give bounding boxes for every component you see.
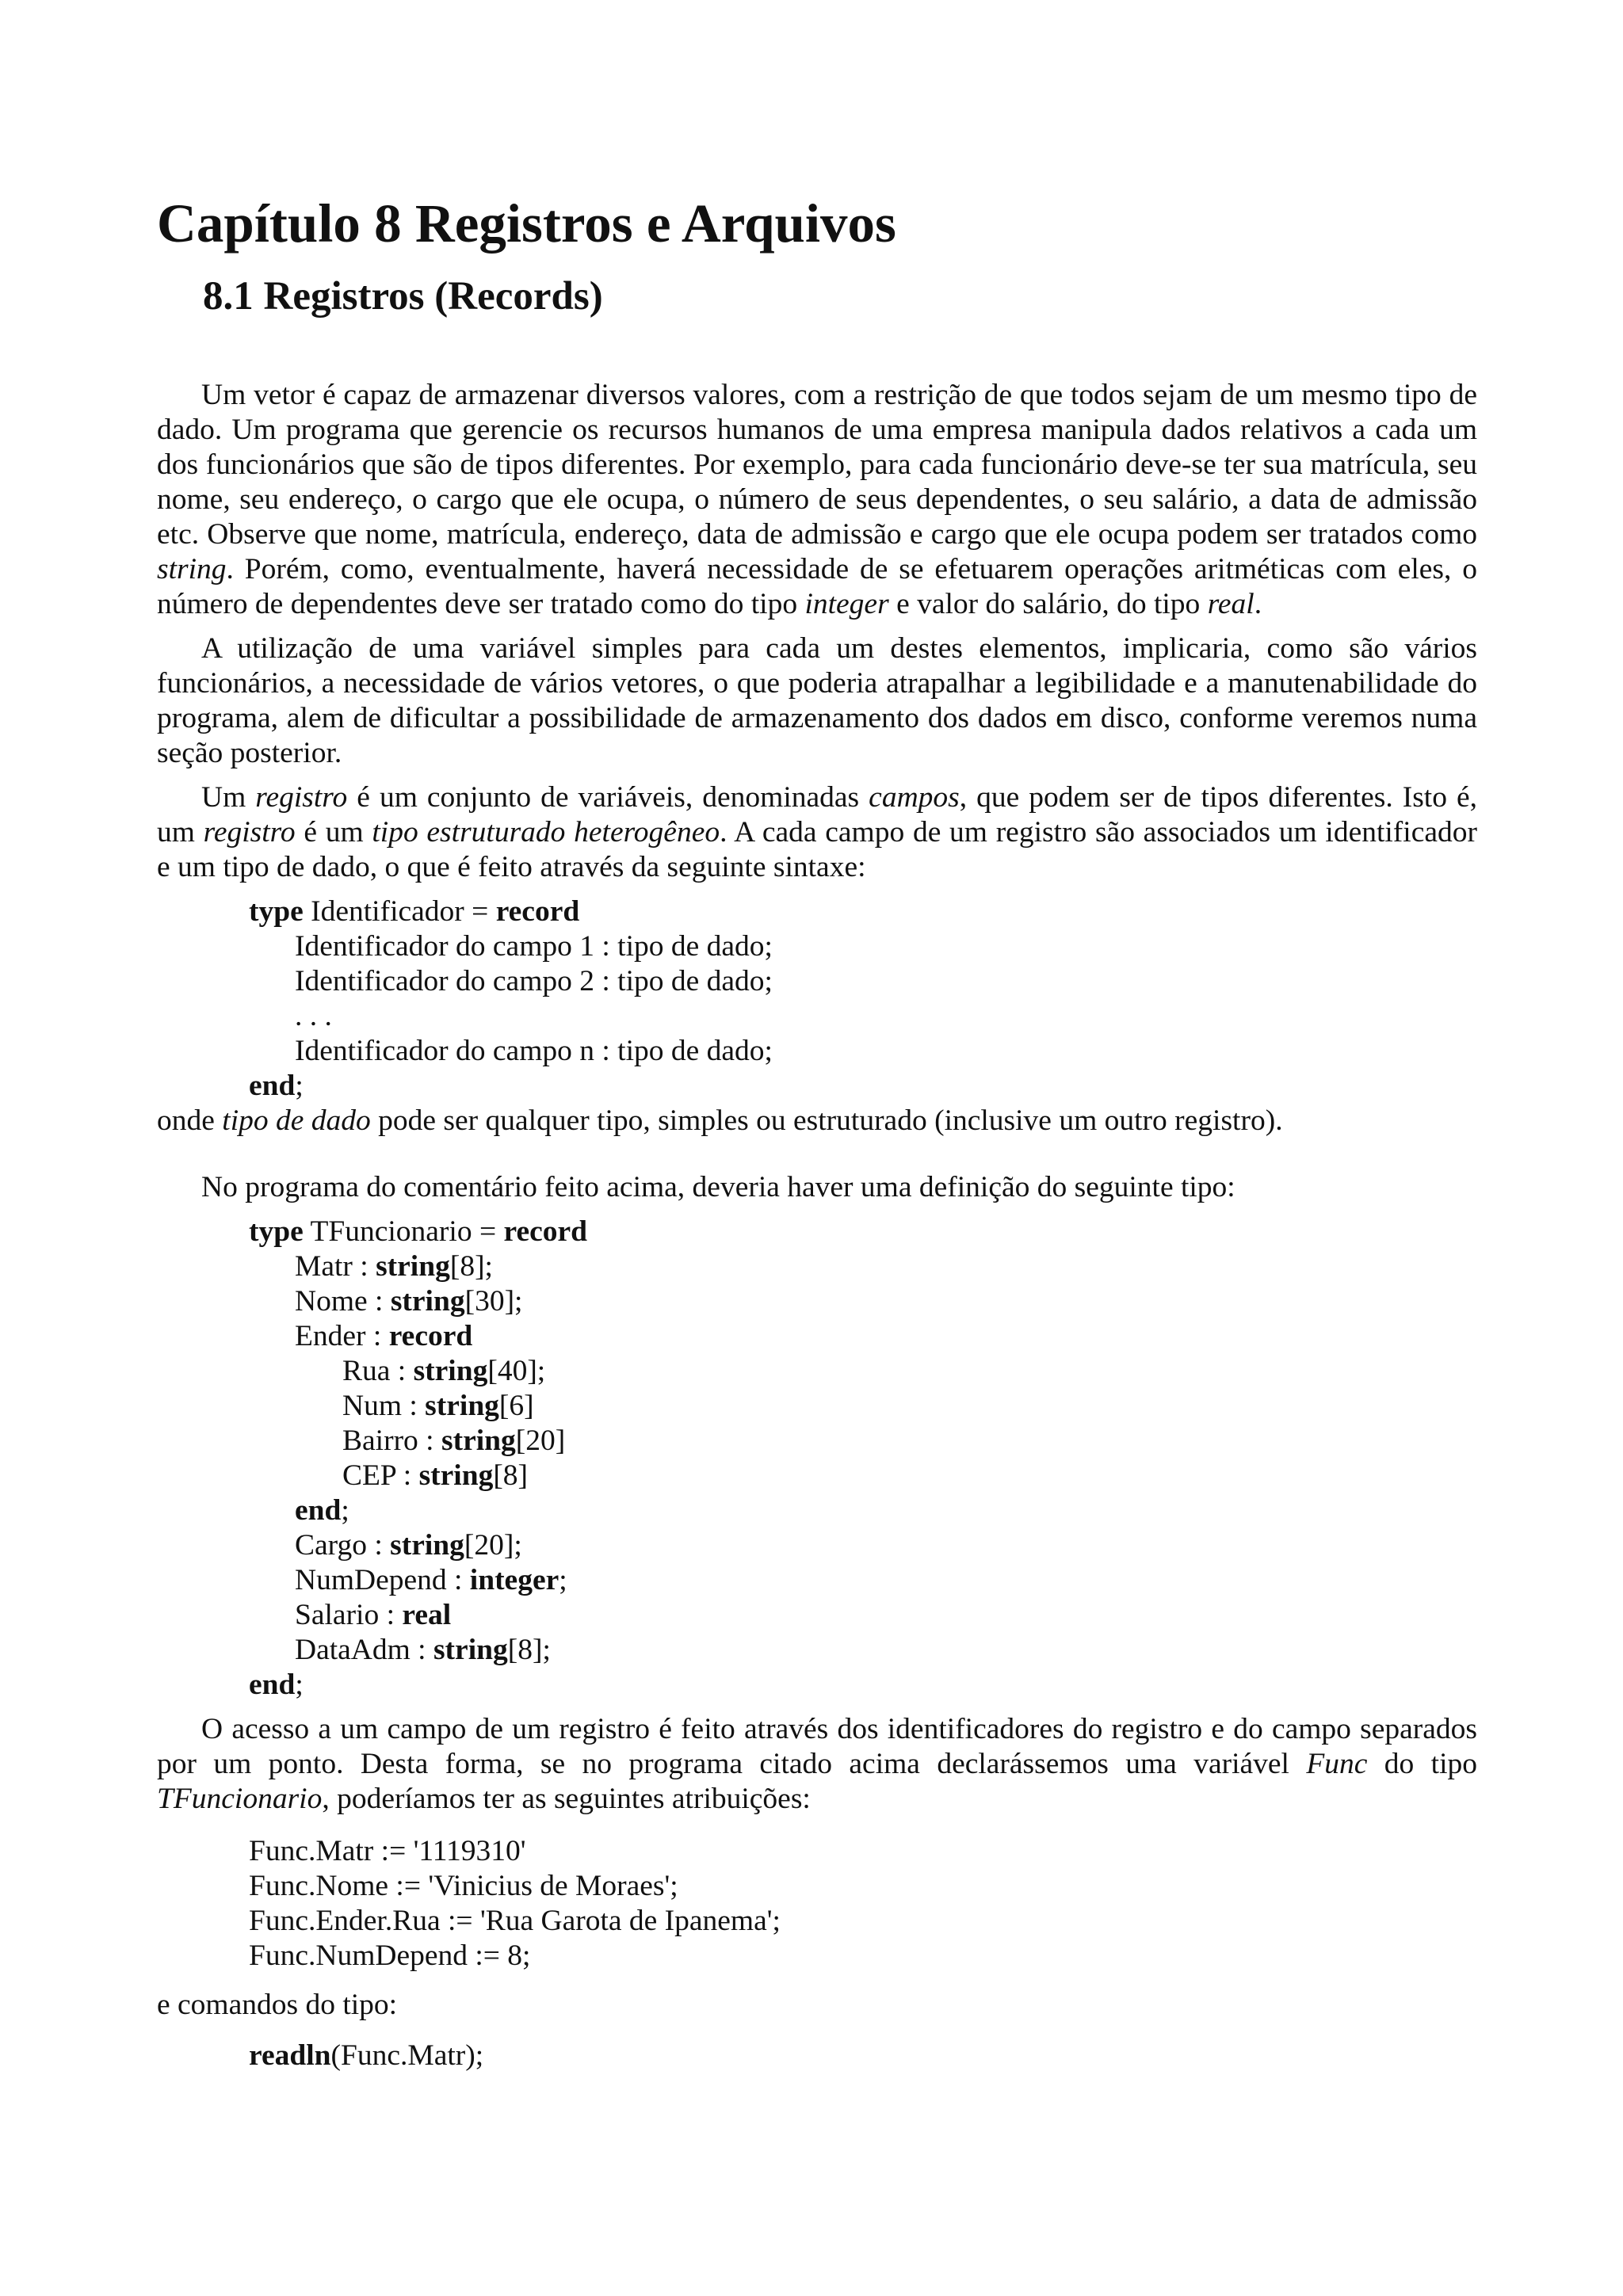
code-line: Identificador do campo n : tipo de dado;	[295, 1035, 773, 1067]
tfuncionario-block	[157, 1215, 1477, 1703]
code-line: Identificador do campo 1 : tipo de dado;	[295, 930, 773, 963]
code-line: end;	[249, 1070, 304, 1102]
paragraph-variables: A utilização de uma variável simples para cada um destes elementos, implicaria, como são vários funcionários, a necessidade de vários vetores, o que poderia atrapalhar a legibilidade e a manutenabilidade do programa, alem de dificultar a possibilidade de armazenamento dos dados em disco, conforme veremos numa seção posterior.	[157, 632, 1477, 769]
code-line: Rua : string[40];	[342, 1355, 546, 1387]
page-content	[157, 186, 1477, 2073]
paragraph-acesso: O acesso a um campo de um registro é feito através dos identificadores do registro e do campo separados por um ponto. Desta forma, se no programa citado acima declarássemos uma variável Func do tipo TFuncionario, poderíamos ter as seguintes atribuições:	[157, 1713, 1477, 1815]
code-line: Func.Ender.Rua := 'Rua Garota de Ipanema';	[249, 1905, 781, 1937]
code-line: DataAdm : string[8];	[295, 1634, 551, 1666]
paragraph-tipo-de-dado: onde tipo de dado pode ser qualquer tipo, simples ou estruturado (inclusive um outro registro).	[157, 1104, 1283, 1137]
paragraph-registro: Um registro é um conjunto de variáveis, denominadas campos, que podem ser de tipos diferentes. Isto é, um registro é um tipo estruturado heterogêneo. A cada campo de um registro são associados um identificador e um tipo de dado, o que é feito através da seguinte sintaxe:	[157, 781, 1478, 883]
code-line: NumDepend : integer;	[295, 1564, 567, 1596]
code-line: Func.NumDepend := 8;	[249, 1939, 531, 1972]
code-line: Num : string[6]	[342, 1390, 534, 1422]
section-title: 8.1 Registros (Records)	[203, 274, 603, 318]
code-line: Func.Matr := '1119310'	[249, 1835, 526, 1867]
spacer	[157, 332, 1477, 378]
code-line: readln(Func.Matr);	[249, 2039, 484, 2072]
paragraph-intro: Um vetor é capaz de armazenar diversos valores, com a restrição de que todos sejam de um mesmo tipo de dado. Um programa que gerencie os recursos humanos de uma empresa manipula dados relativos a cada um dos funcionários que são de tipos diferentes. Por exemplo, para cada funcionário deve-se ter sua matrícula, seu nome, seu endereço, o cargo que ele ocupa, o número de seus dependentes, o seu salário, a data de admissão etc. Observe que nome, matrícula, endereço, data de admissão e cargo que ele ocupa podem ser tratados como string. Porém, como, eventualmente, haverá necessidade de se efetuarem operações aritméticas com eles, o número de dependentes deve ser tratado como do tipo integer e valor do salário, do tipo real.	[157, 379, 1477, 620]
code-line: Salario : real	[295, 1599, 452, 1631]
code-line: Cargo : string[20];	[295, 1529, 522, 1562]
code-line: Identificador do campo 2 : tipo de dado;	[295, 965, 773, 997]
code-line: . . .	[295, 1000, 332, 1032]
code-line: CEP : string[8]	[342, 1459, 529, 1492]
code-line: type TFuncionario = record	[249, 1215, 587, 1248]
code-line: end;	[295, 1494, 349, 1527]
syntax-block	[157, 894, 1477, 1104]
chapter-title: Capítulo 8 Registros e Arquivos	[157, 193, 896, 254]
readln-block	[157, 2039, 1477, 2073]
paragraph-definicao: No programa do comentário feito acima, deveria haver uma definição do seguinte tipo:	[201, 1171, 1235, 1203]
code-line: Matr : string[8];	[295, 1250, 493, 1283]
code-line: end;	[249, 1669, 304, 1701]
code-line: Func.Nome := 'Vinicius de Moraes';	[249, 1870, 678, 1902]
code-line: Bairro : string[20]	[342, 1425, 566, 1457]
assignment-block	[157, 1834, 1477, 1974]
code-line: Ender : record	[295, 1320, 473, 1352]
code-line: Nome : string[30];	[295, 1285, 523, 1318]
code-line: type Identificador = record	[249, 895, 580, 928]
paragraph-comandos: e comandos do tipo:	[157, 1989, 398, 2021]
